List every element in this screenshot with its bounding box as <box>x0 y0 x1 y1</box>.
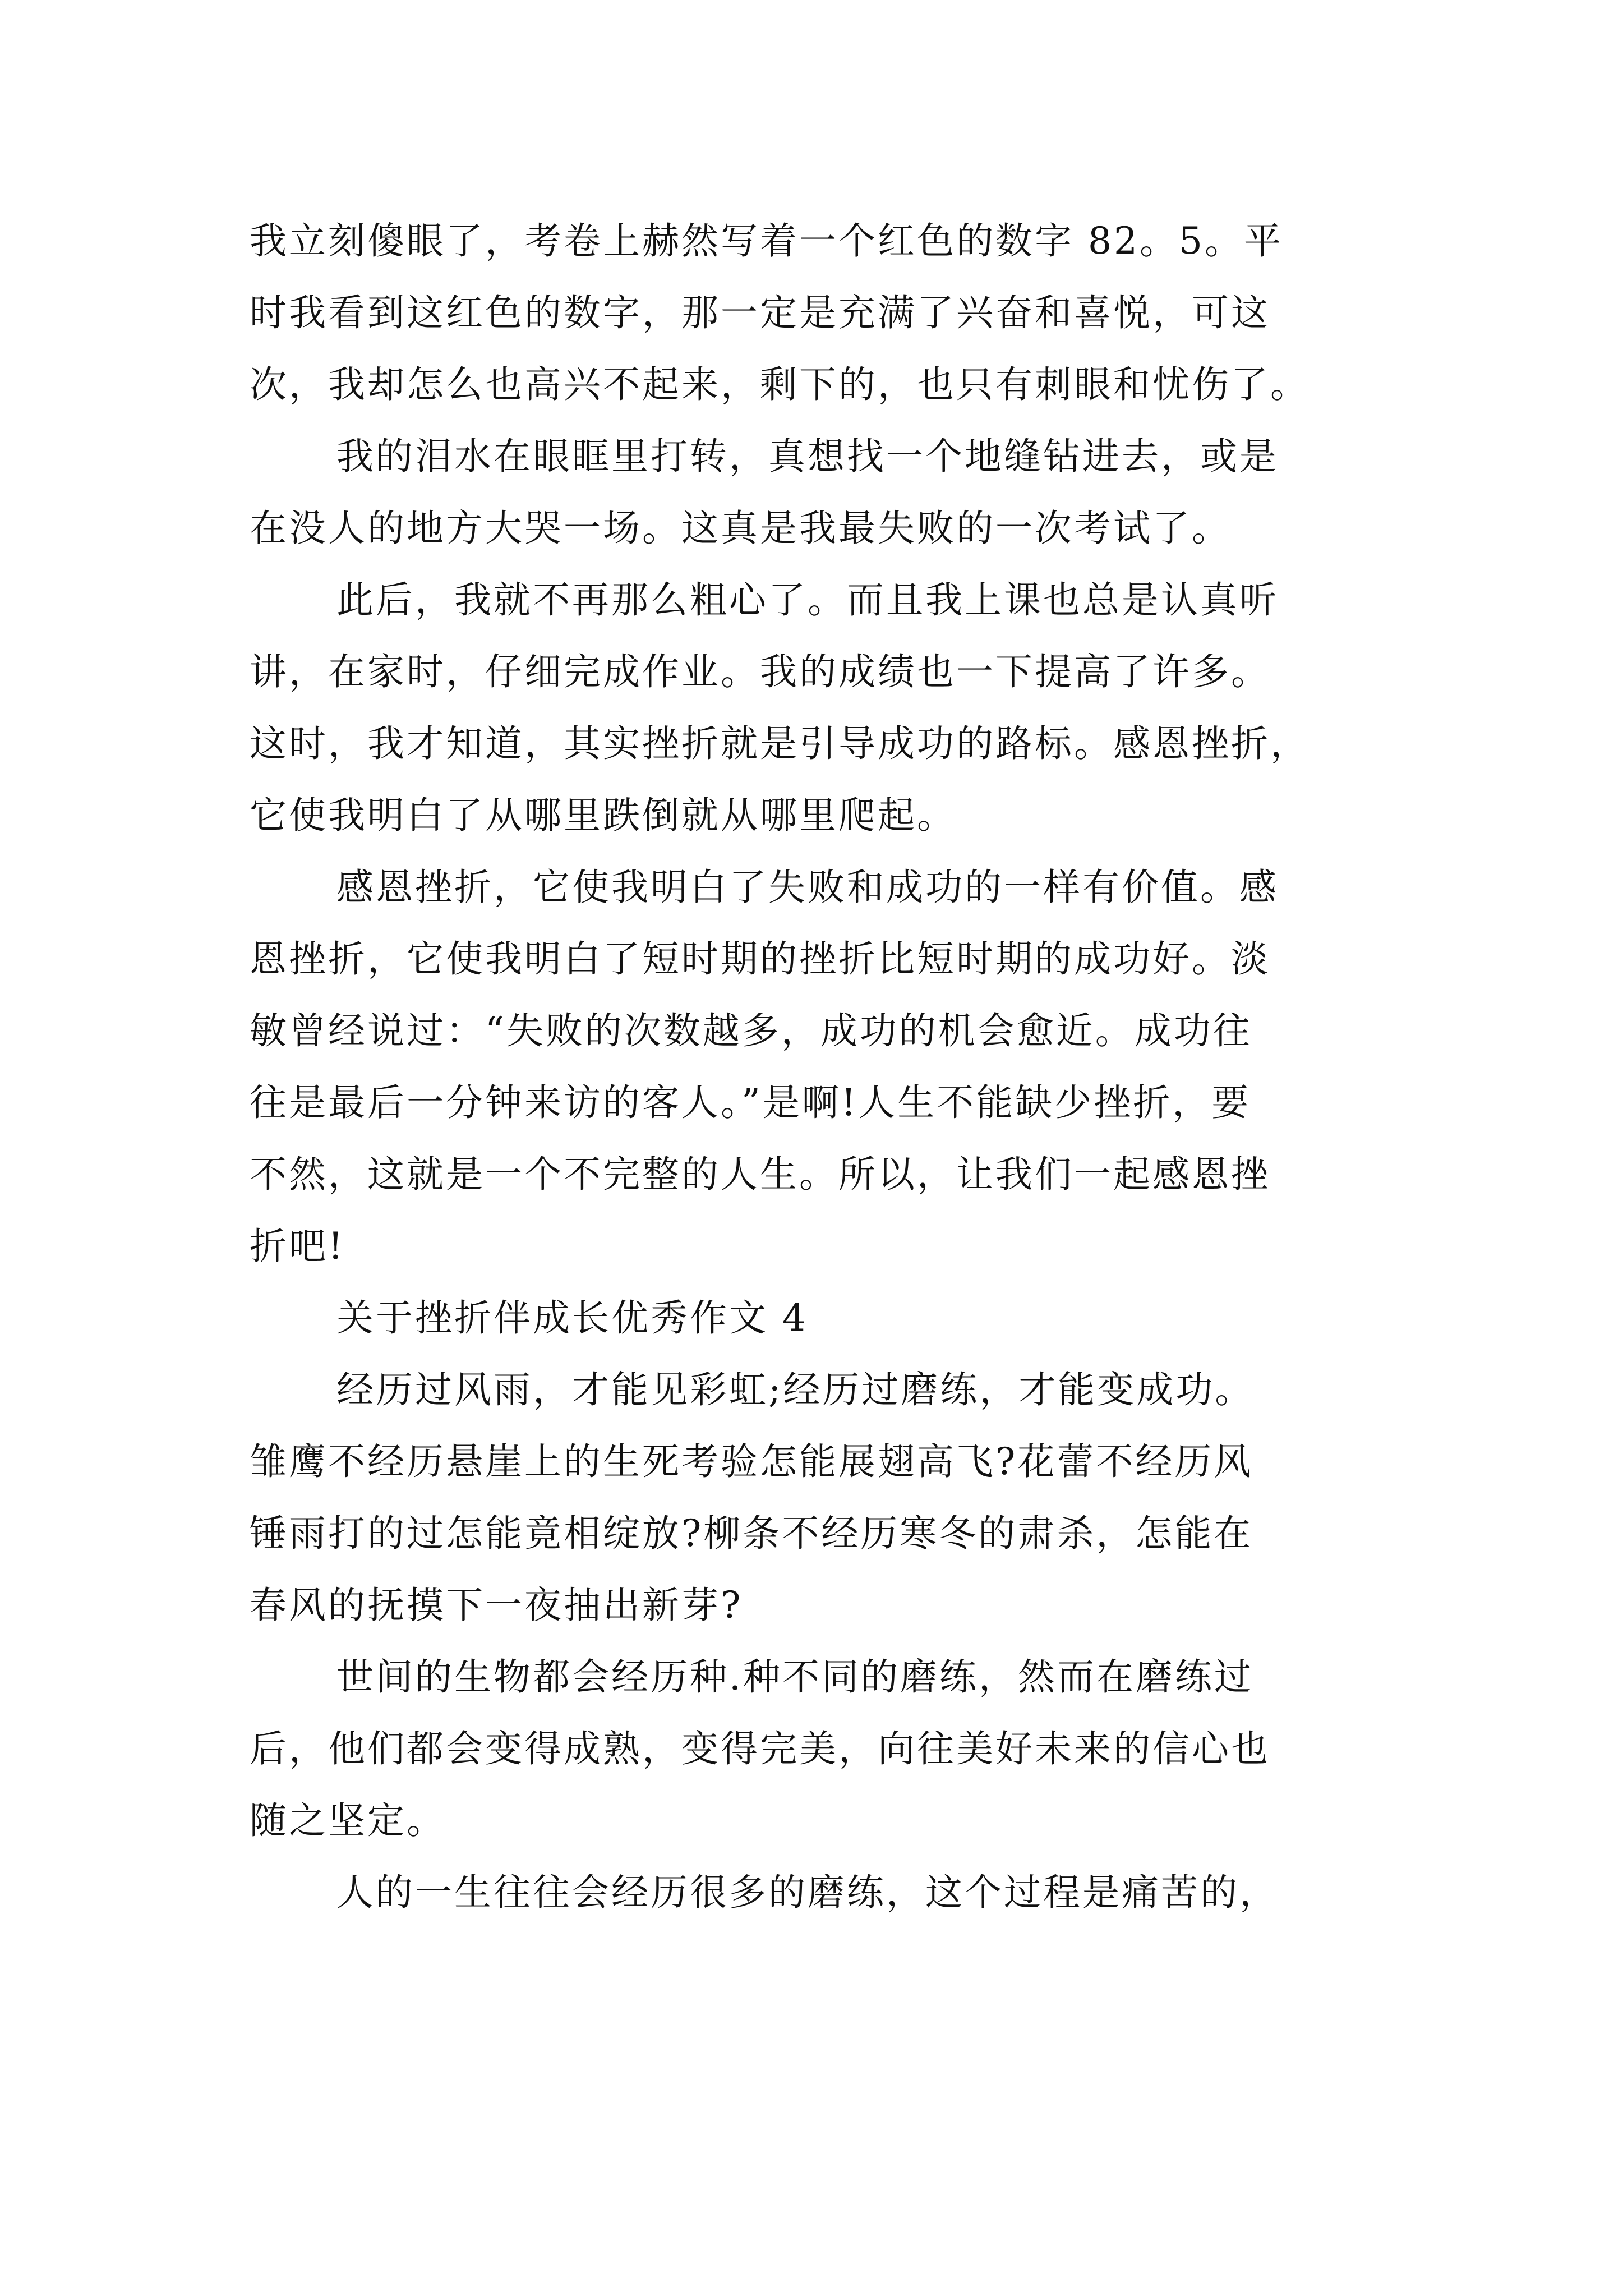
text-line: 锤雨打的过怎能竟相绽放?柳条不经历寒冬的肃杀，怎能在 <box>250 1512 1253 1555</box>
text-line: 春风的抚摸下一夜抽出新芽? <box>250 1584 743 1627</box>
paragraph-first-line: 此后，我就不再那么粗心了。而且我上课也总是认真听 <box>336 578 1279 622</box>
paragraph-first-line: 我的泪水在眼眶里打转，真想找一个地缝钻进去，或是 <box>336 435 1279 478</box>
text-line: 恩挫折，它使我明白了短时期的挫折比短时期的成功好。淡 <box>250 937 1270 981</box>
text-line: 讲，在家时，仔细完成作业。我的成绩也一下提高了许多。 <box>250 650 1270 693</box>
text-line: 它使我明白了从哪里跌倒就从哪里爬起。 <box>250 794 956 837</box>
section-heading: 关于挫折伴成长优秀作文 4 <box>336 1296 808 1340</box>
text-line: 这时，我才知道，其实挫折就是引导成功的路标。感恩挫折， <box>250 722 1310 765</box>
text-line: 后，他们都会变得成熟，变得完美，向往美好未来的信心也 <box>250 1727 1270 1770</box>
text-line: 在没人的地方大哭一场。这真是我最失败的一次考试了。 <box>250 507 1231 550</box>
text-line: 雏鹰不经历悬崖上的生死考验怎能展翅高飞?花蕾不经历风 <box>250 1440 1253 1483</box>
text-line: 折吧! <box>250 1225 345 1268</box>
text-line: 不然，这就是一个不完整的人生。所以，让我们一起感恩挫 <box>250 1153 1270 1196</box>
text-line: 随之坚定。 <box>250 1799 446 1842</box>
paragraph-first-line: 感恩挫折，它使我明白了失败和成功的一样有价值。感 <box>336 866 1279 909</box>
text-line: 时我看到这红色的数字，那一定是充满了兴奋和喜悦，可这 <box>250 291 1270 334</box>
paragraph-first-line: 经历过风雨，才能见彩虹;经历过磨练，才能变成功。 <box>336 1368 1255 1411</box>
text-line: 次，我却怎么也高兴不起来，剩下的，也只有刺眼和忧伤了。 <box>250 363 1310 406</box>
paragraph-first-line: 人的一生往往会经历很多的磨练，这个过程是痛苦的， <box>336 1871 1279 1914</box>
paragraph-first-line: 世间的生物都会经历种.种不同的磨练，然而在磨练过 <box>336 1655 1253 1699</box>
text-line: 往是最后一分钟来访的客人。”是啊!人生不能缺少挫折，要 <box>250 1081 1251 1124</box>
text-line: 我立刻傻眼了，考卷上赫然写着一个红色的数字 82。5。平 <box>250 219 1283 263</box>
text-line: 敏曾经说过：“失败的次数越多，成功的机会愈近。成功往 <box>250 1009 1252 1052</box>
